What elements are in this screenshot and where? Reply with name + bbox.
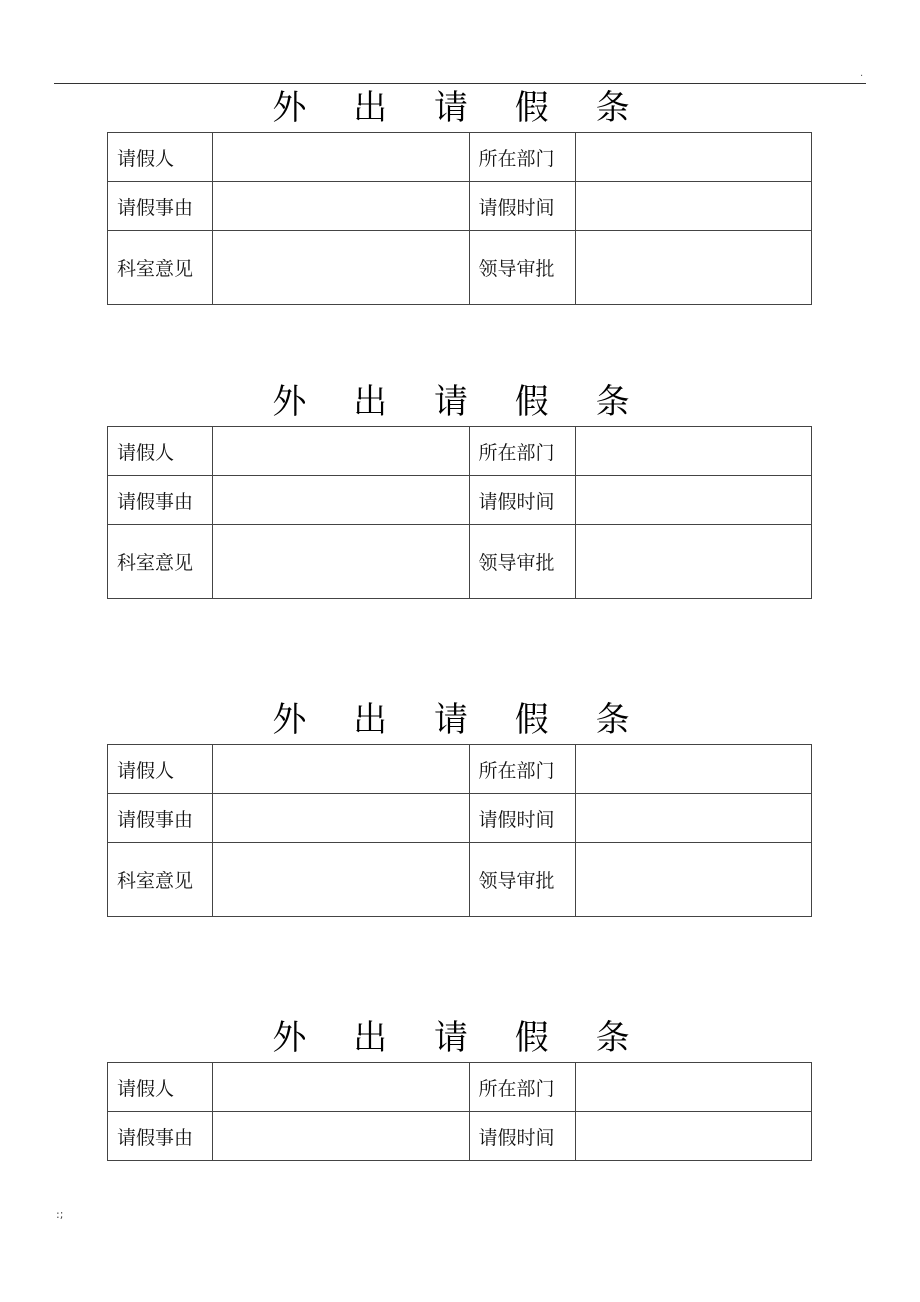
applicant-label: 请假人 <box>108 427 213 476</box>
leave-time-label: 请假时间 <box>469 1112 575 1161</box>
leave-time-field[interactable] <box>575 476 811 525</box>
leave-time-label: 请假时间 <box>469 794 575 843</box>
reason-field[interactable] <box>213 1112 469 1161</box>
leader-approval-label: 领导审批 <box>469 231 575 305</box>
reason-label: 请假事由 <box>108 476 213 525</box>
form-row-applicant <box>108 133 812 182</box>
section-opinion-label: 科室意见 <box>108 843 213 917</box>
header-rule <box>54 83 866 84</box>
leave-form-table <box>107 132 812 305</box>
reason-field[interactable] <box>213 476 469 525</box>
leave-form-table <box>107 744 812 917</box>
leader-approval-label: 领导审批 <box>469 843 575 917</box>
form-row-reason <box>108 476 812 525</box>
corner-mark: . <box>860 68 864 79</box>
reason-field[interactable] <box>213 182 469 231</box>
leave-time-label: 请假时间 <box>469 182 575 231</box>
applicant-field[interactable] <box>213 745 469 794</box>
leave-form-table <box>107 426 812 599</box>
form-title: 外 出 请 假 条 <box>272 88 648 128</box>
reason-label: 请假事由 <box>108 182 213 231</box>
leave-form-table <box>107 1062 812 1161</box>
department-label: 所在部门 <box>469 133 575 182</box>
leader-approval-label: 领导审批 <box>469 525 575 599</box>
department-label: 所在部门 <box>469 745 575 794</box>
applicant-label: 请假人 <box>108 133 213 182</box>
form-row-reason <box>108 1112 812 1161</box>
applicant-field[interactable] <box>213 1063 469 1112</box>
form-row-reason <box>108 794 812 843</box>
form-row-reason <box>108 182 812 231</box>
leader-approval-field[interactable] <box>575 525 811 599</box>
department-field[interactable] <box>575 1063 811 1112</box>
applicant-label: 请假人 <box>108 1063 213 1112</box>
department-field[interactable] <box>575 133 811 182</box>
leader-approval-field[interactable] <box>575 843 811 917</box>
reason-field[interactable] <box>213 794 469 843</box>
applicant-label: 请假人 <box>108 745 213 794</box>
leave-time-field[interactable] <box>575 182 811 231</box>
department-field[interactable] <box>575 427 811 476</box>
form-row-approval <box>108 231 812 305</box>
section-opinion-field[interactable] <box>213 525 469 599</box>
applicant-field[interactable] <box>213 427 469 476</box>
applicant-field[interactable] <box>213 133 469 182</box>
department-field[interactable] <box>575 745 811 794</box>
leader-approval-field[interactable] <box>575 231 811 305</box>
form-row-applicant <box>108 1063 812 1112</box>
form-row-applicant <box>108 745 812 794</box>
section-opinion-label: 科室意见 <box>108 231 213 305</box>
department-label: 所在部门 <box>469 427 575 476</box>
form-title: 外 出 请 假 条 <box>272 700 648 740</box>
department-label: 所在部门 <box>469 1063 575 1112</box>
form-title: 外 出 请 假 条 <box>272 382 648 422</box>
section-opinion-field[interactable] <box>213 231 469 305</box>
section-opinion-label: 科室意见 <box>108 525 213 599</box>
reason-label: 请假事由 <box>108 794 213 843</box>
form-title: 外 出 请 假 条 <box>272 1018 648 1058</box>
leave-time-label: 请假时间 <box>469 476 575 525</box>
section-opinion-field[interactable] <box>213 843 469 917</box>
form-row-approval <box>108 525 812 599</box>
footer-mark: :; <box>56 1208 64 1221</box>
form-row-applicant <box>108 427 812 476</box>
reason-label: 请假事由 <box>108 1112 213 1161</box>
leave-time-field[interactable] <box>575 794 811 843</box>
leave-time-field[interactable] <box>575 1112 811 1161</box>
form-row-approval <box>108 843 812 917</box>
